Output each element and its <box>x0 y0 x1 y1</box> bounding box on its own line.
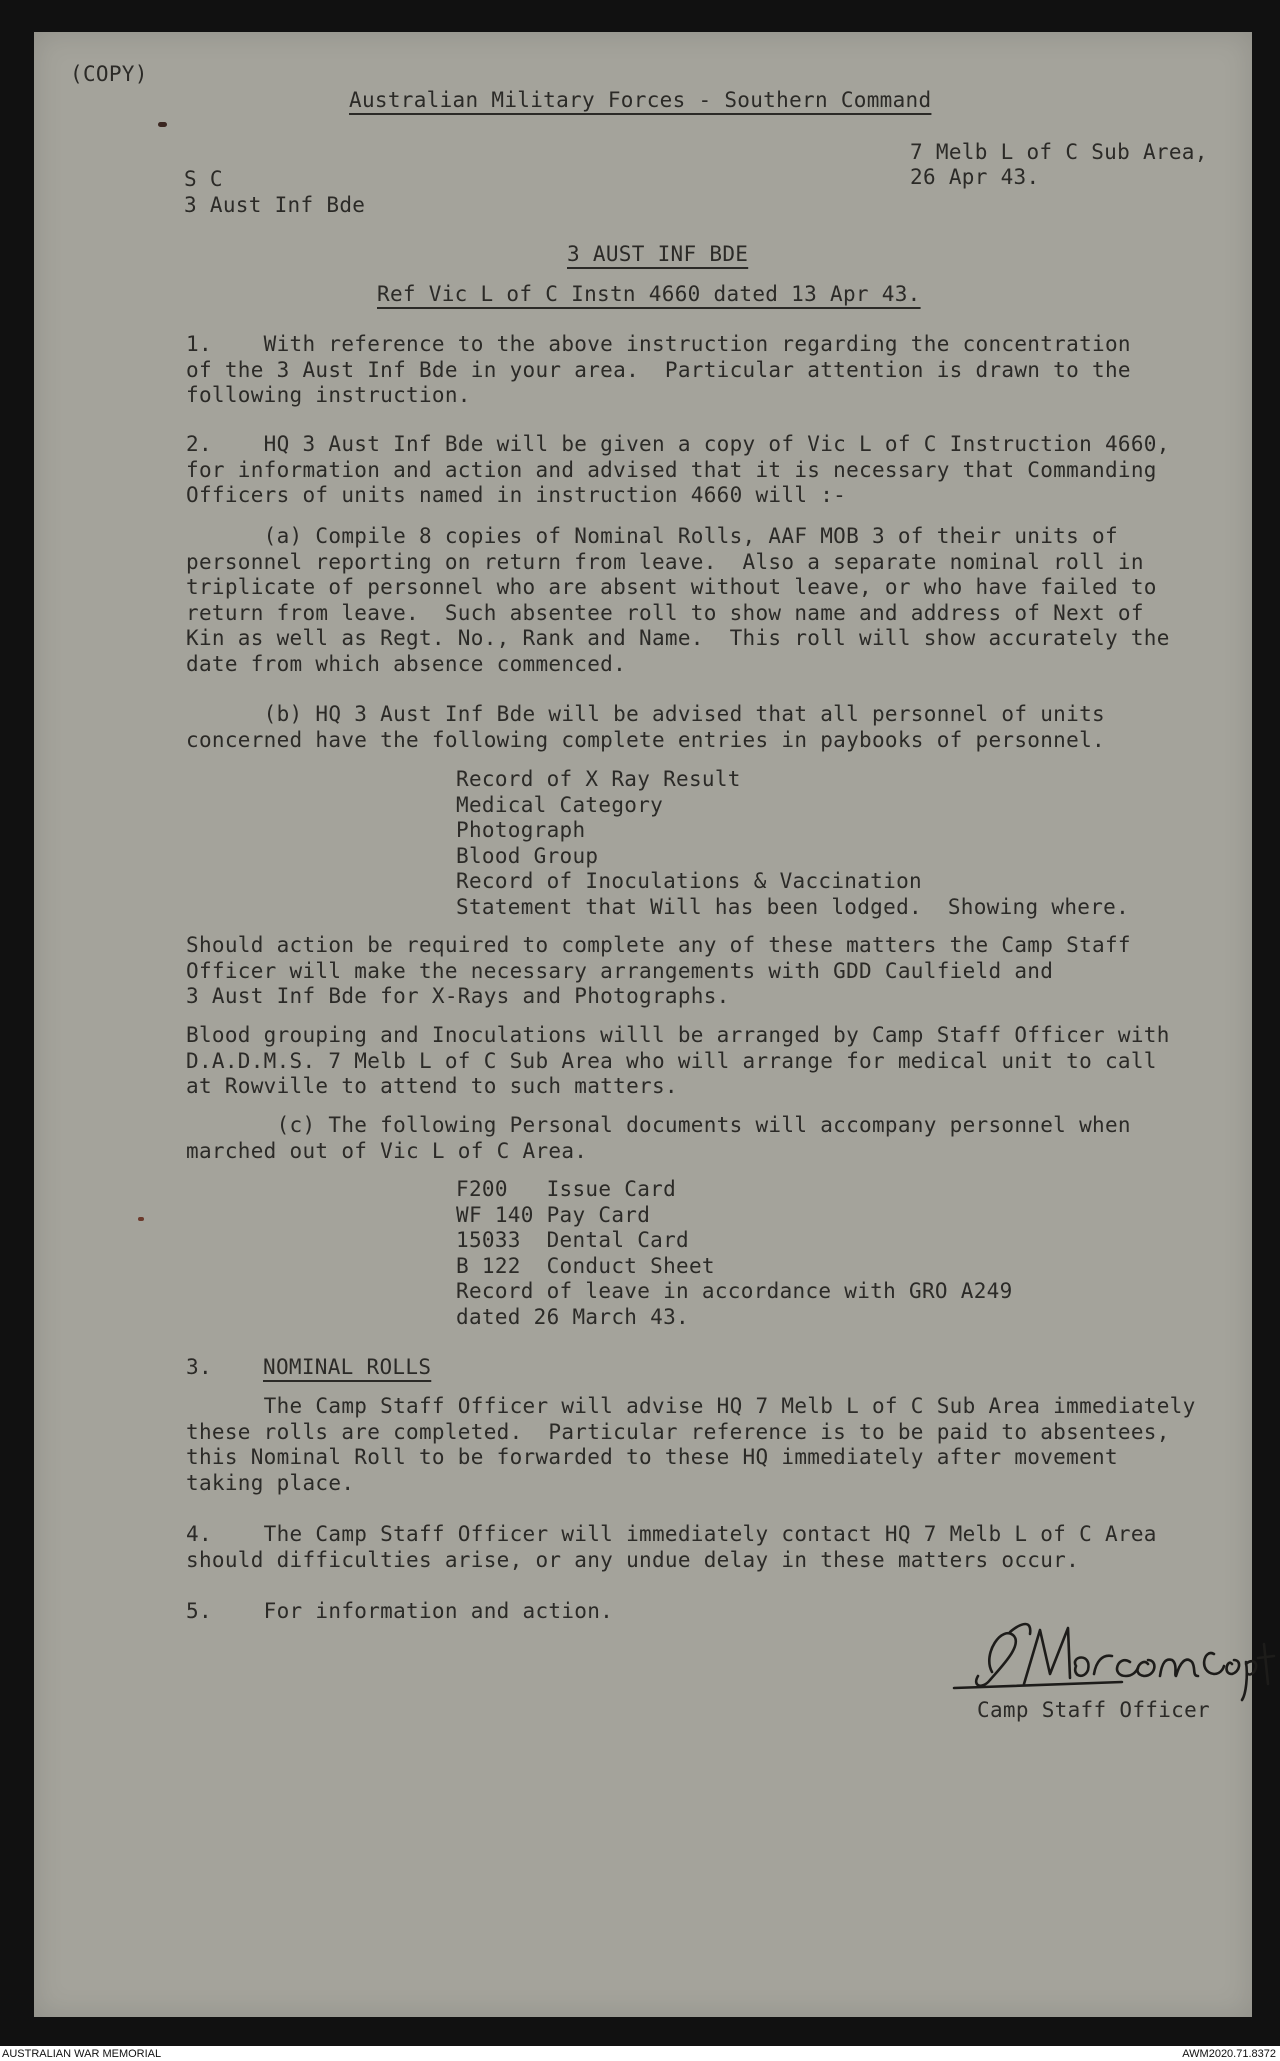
ink-speck <box>158 122 167 127</box>
paragraph-3-body: The Camp Staff Officer will advise HQ 7 Melb L of C Sub Area immediately these rolls are completed. Particular reference is to be paid to absentees, this Nominal Roll to be forwarded to these HQ immediately after movement taking place. <box>186 1394 1196 1495</box>
handwritten-signature <box>952 1614 1280 1704</box>
paragraph-5: 5. For information and action. <box>186 1599 614 1623</box>
list-item: WF 140 Pay Card <box>456 1202 651 1227</box>
footer-accession-number: AWM2020.71.8372 <box>1182 2048 1276 2060</box>
ink-speck <box>138 1217 144 1221</box>
reference-line: Ref Vic L of C Instn 4660 dated 13 Apr 43. <box>377 282 921 306</box>
list-item: B 122 Conduct Sheet <box>456 1253 715 1278</box>
list-item: Record of Inoculations & Vaccination <box>456 869 922 893</box>
list-item: Record of leave in accordance with GRO A249 <box>456 1279 1013 1303</box>
sender-address: 7 Melb L of C Sub Area, <box>910 140 1208 164</box>
list-item: Statement that Will has been lodged. Showing where. <box>456 894 1130 919</box>
copy-mark: (COPY) <box>70 62 148 86</box>
paragraph-1: 1. With reference to the above instruction regarding the concentration of the 3 Aust Inf Bde in your area. Particular attention is drawn to the following instruction. <box>186 332 1131 407</box>
paragraph-2: 2. HQ 3 Aust Inf Bde will be given a copy of Vic L of C Instruction 4660, for information and action and advised that it is necessary that Commanding Officers of units named in instruction 4660 will :- <box>186 432 1170 507</box>
list-item: Record of X Ray Result <box>456 767 741 791</box>
paragraph-action: Should action be required to complete any of these matters the Camp Staff Officer will make the necessary arrangements with GDD Caulfield and 3 Aust Inf Bde for X-Rays and Photographs. <box>186 933 1131 1008</box>
paragraph-3-heading: NOMINAL ROLLS <box>263 1355 432 1379</box>
list-item: Photograph <box>456 818 586 842</box>
list-item: Medical Category <box>456 792 664 817</box>
letter-date: 26 Apr 43. <box>910 165 1040 189</box>
recipient-line2: 3 Aust Inf Bde <box>184 193 366 217</box>
paragraph-2c: (c) The following Personal documents will accompany personnel when marched out of Vic L of C Area. <box>186 1113 1131 1163</box>
paragraph-3-number: 3. <box>186 1355 212 1379</box>
list-item: F200 Issue Card <box>456 1177 677 1201</box>
signature-text: SMorcom Capt <box>952 1614 960 1615</box>
paragraph-4: 4. The Camp Staff Officer will immediately contact HQ 7 Melb L of C Area should difficulties arise, or any undue delay in these matters occur. <box>186 1522 1157 1572</box>
paragraph-2b: (b) HQ 3 Aust Inf Bde will be advised that all personnel of units concerned have the following complete entries in paybooks of personnel. <box>186 702 1105 752</box>
footer-institution: AUSTRALIAN WAR MEMORIAL <box>2 2048 162 2060</box>
recipient-line1: S C <box>184 167 223 191</box>
signatory-title: Camp Staff Officer <box>977 1698 1210 1722</box>
documents-list <box>456 1177 1013 1330</box>
paragraph-2a: (a) Compile 8 copies of Nominal Rolls, AAF MOB 3 of their units of personnel reporting on return from leave. Also a separate nominal roll in triplicate of personnel who are absent without leave, or who have failed to return from leave. Such absentee roll to show name and address of Next of Kin as well as Regt. No., Rank and Name. This roll will show accurately the date from which absence commenced. <box>186 524 1170 676</box>
list-item: Blood Group <box>456 843 599 868</box>
list-item: dated 26 March 43. <box>456 1304 689 1329</box>
document-page <box>34 32 1252 2017</box>
list-item: 15033 Dental Card <box>456 1228 689 1252</box>
paybook-entries-list <box>456 767 1129 920</box>
document-title: 3 AUST INF BDE <box>567 242 749 266</box>
paragraph-blood-grouping: Blood grouping and Inoculations willl be arranged by Camp Staff Officer with D.A.D.M.S. 7 Melb L of C Sub Area who will arrange for medical unit to call at Rowville to attend to such matters. <box>186 1023 1170 1098</box>
letterhead: Australian Military Forces - Southern Command <box>349 88 932 112</box>
